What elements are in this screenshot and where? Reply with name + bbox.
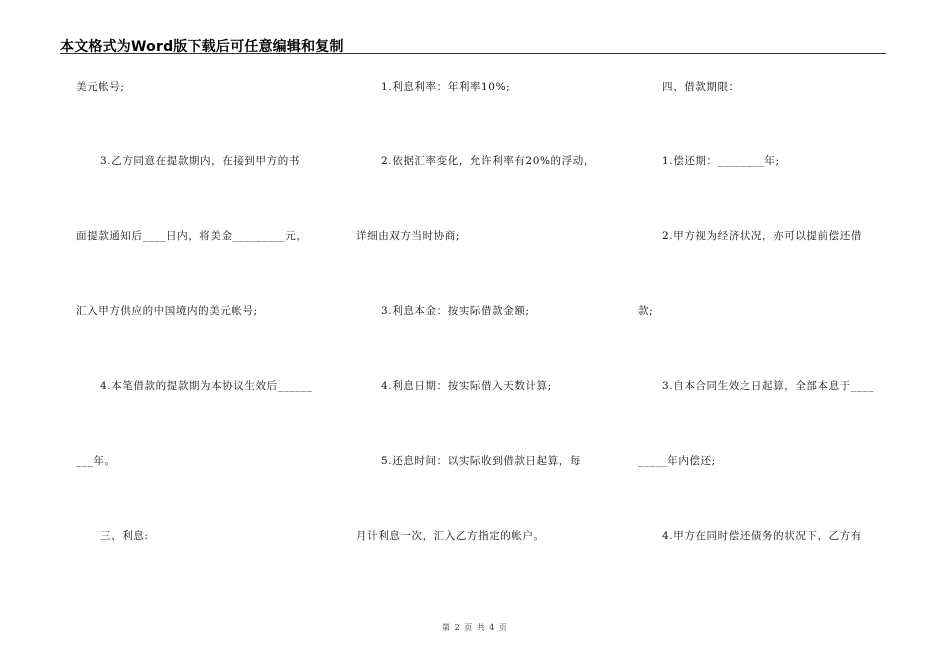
- text-line: _____年内偿还;: [638, 455, 716, 467]
- text-line: 1.偿还期：________年;: [662, 155, 780, 167]
- text-line: 3.利息本金：按实际借款金额;: [381, 305, 530, 317]
- text-line: 4.本笔借款的提款期为本协议生效后______: [100, 380, 313, 392]
- text-line: 面提款通知后____日内，将美金_________元，: [76, 230, 308, 242]
- text-line: 4.利息日期：按实际借入天数计算;: [381, 380, 552, 392]
- text-line: 3.自本合同生效之日起算，全部本息于____: [662, 380, 875, 392]
- text-line: 美元帐号;: [76, 81, 125, 93]
- text-line: 月计利息一次，汇入乙方指定的帐户。: [356, 530, 545, 542]
- text-line: 2.依据汇率变化，允许利率有20%的浮动，: [381, 155, 595, 167]
- text-line: 2.甲方视为经济状况，亦可以提前偿还借: [662, 230, 862, 242]
- text-column-right: [638, 0, 883, 600]
- text-line: 5.还息时间：以实际收到借款日起算，每: [381, 455, 581, 467]
- text-line: 1.利息利率：年利率10%;: [381, 81, 511, 93]
- text-line: 详细由双方当时协商;: [356, 230, 461, 242]
- text-column-middle: [356, 0, 601, 600]
- document-header-title: 本文格式为Word版下载后可任意编辑和复制: [60, 39, 344, 55]
- text-line: 4.甲方在同时偿还债务的状况下，乙方有: [662, 530, 862, 542]
- section-heading: 三、利息:: [100, 530, 149, 542]
- text-line: 款;: [638, 305, 654, 317]
- section-heading: 四、借款期限：: [662, 81, 740, 93]
- page-number-footer: 第 2 页 共 4 页: [442, 623, 508, 632]
- text-line: ___年。: [76, 455, 116, 467]
- text-line: 汇入甲方供应的中国境内的美元帐号;: [76, 305, 258, 317]
- text-column-left: [76, 0, 321, 600]
- text-line: 3.乙方同意在提款期内，在接到甲方的书: [100, 155, 300, 167]
